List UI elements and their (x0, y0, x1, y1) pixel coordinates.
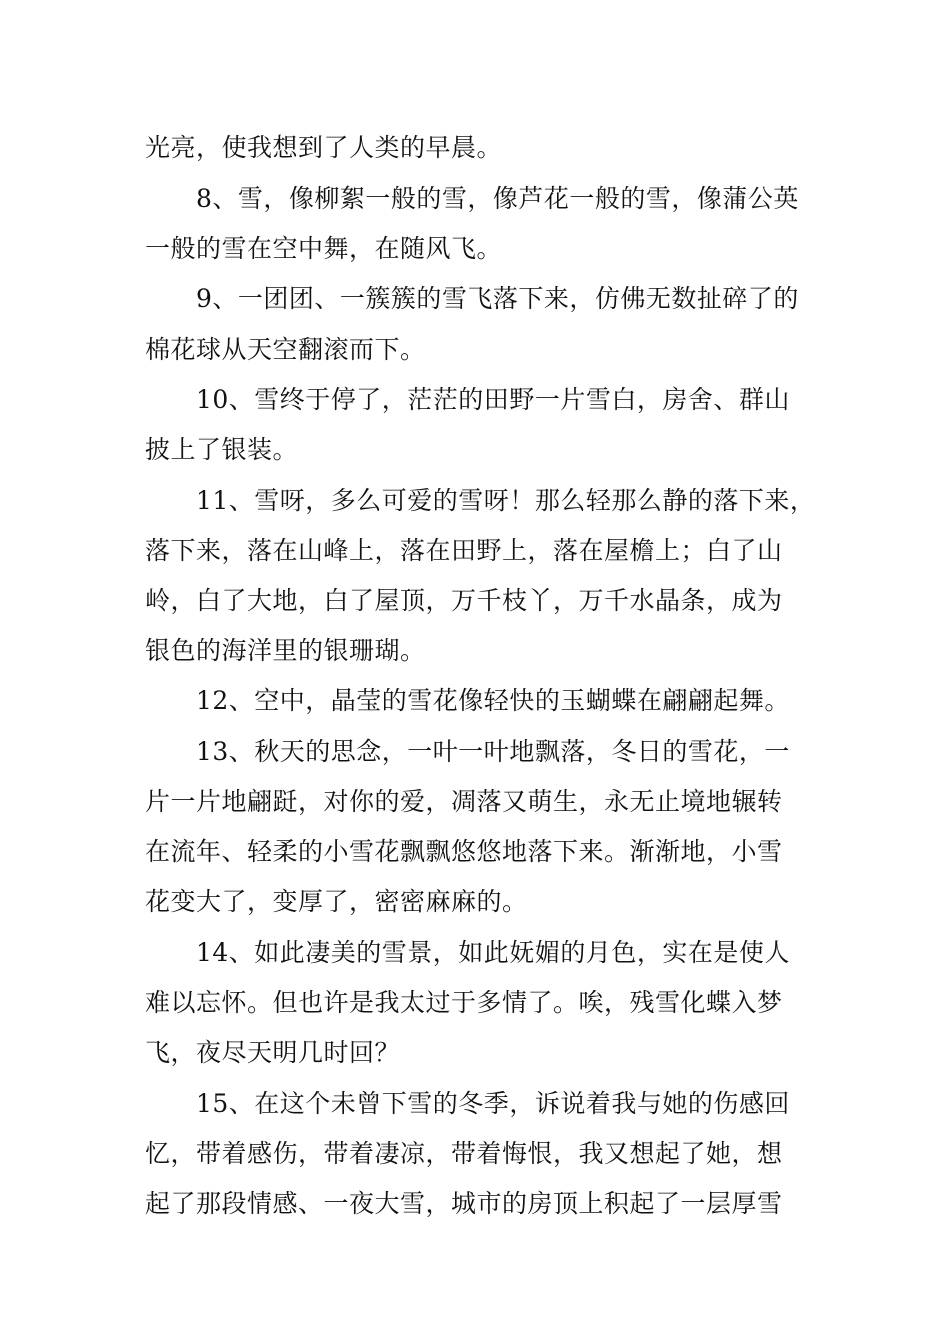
paragraph-13-start: 13、秋天的思念，一叶一叶地飘落，冬日的雪花，一 (196, 737, 790, 766)
text-line: 光亮，使我想到了人类的早晨。 (145, 133, 503, 162)
paragraph-15-start: 15、在这个未曾下雪的冬季，诉说着我与她的伤感回 (196, 1089, 790, 1118)
text-line: 在流年、轻柔的小雪花飘飘悠悠地落下来。渐渐地，小雪 (145, 837, 783, 866)
text-line: 披上了银装。 (145, 435, 299, 464)
text-line: 起了那段情感、一夜大雪，城市的房顶上积起了一层厚雪 (145, 1189, 783, 1218)
text-line: 棉花球从天空翻滚而下。 (145, 335, 426, 364)
text-line: 片一片地翩跹，对你的爱，凋落又萌生，永无止境地辗转 (145, 787, 783, 816)
text-line: 花变大了，变厚了，密密麻麻的。 (145, 887, 528, 916)
text-line: 一般的雪在空中舞，在随风飞。 (145, 234, 503, 263)
paragraph-12-start: 12、空中，晶莹的雪花像轻快的玉蝴蝶在翩翩起舞。 (196, 686, 790, 715)
text-line: 落下来，落在山峰上，落在田野上，落在屋檐上；白了山 (145, 536, 783, 565)
paragraph-9-start: 9、一团团、一簇簇的雪飞落下来，仿佛无数扯碎了的 (196, 284, 799, 313)
paragraph-8-start: 8、雪，像柳絮一般的雪，像芦花一般的雪，像蒲公英 (196, 184, 799, 213)
text-line: 难以忘怀。但也许是我太过于多情了。唉，残雪化蝶入梦 (145, 988, 783, 1017)
text-line: 银色的海洋里的银珊瑚。 (145, 636, 426, 665)
paragraph-14-start: 14、如此凄美的雪景，如此妩媚的月色，实在是使人 (196, 938, 790, 967)
text-line: 飞，夜尽天明几时回？ (145, 1038, 401, 1067)
text-line: 岭，白了大地，白了屋顶，万千枝丫，万千水晶条，成为 (145, 586, 783, 615)
text-line: 忆，带着感伤，带着凄凉，带着悔恨，我又想起了她，想 (145, 1139, 783, 1168)
paragraph-10-start: 10、雪终于停了，茫茫的田野一片雪白，房舍、群山 (196, 385, 790, 414)
paragraph-11-start: 11、雪呀，多么可爱的雪呀！那么轻那么静的落下来， (196, 486, 816, 515)
